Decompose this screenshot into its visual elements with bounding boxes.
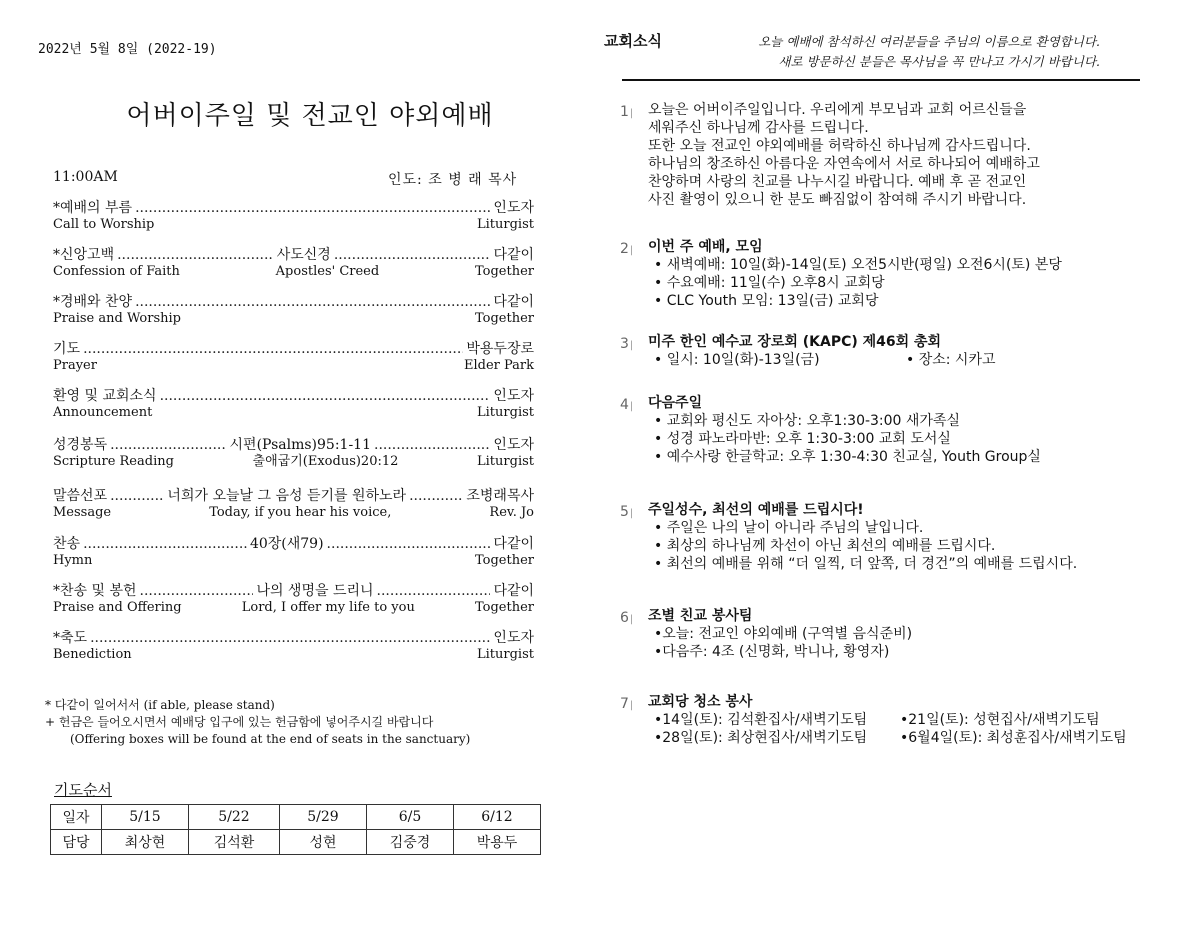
news-item [620,101,1160,209]
table-cell: 6/5 [367,805,454,830]
order-who-en: Elder Park [463,358,534,373]
order-who-ko: 다같이 [493,294,534,310]
order-item [53,582,534,616]
news-number: 1 | [620,103,633,123]
news-line: 찬양하며 사랑의 친교를 나누시길 바랍니다. 예배 후 곧 전교인 [648,174,1027,190]
order-title-ko: 환영 및 교회소식 [53,388,157,404]
order-item [53,387,534,421]
news-item [620,394,1160,466]
order-detail-ko: 사도신경 [276,247,331,263]
order-title-en: Call to Worship [53,217,155,232]
order-who-en: Together [474,264,534,279]
order-item [53,436,534,470]
table-cell: 담당 [51,830,102,855]
news-line: 또한 오늘 전교인 야외예배를 허락하신 하나님께 감사드립니다. [648,138,1031,154]
news-bullet: •14일(토): 김석환집사/새벽기도팀 [654,712,868,728]
leader-dots [135,199,490,217]
order-detail-en: Lord, I offer my life to you [241,600,415,615]
order-item [53,487,534,521]
news-bullet: •6월4일(토): 최성훈집사/새벽기도팀 [900,730,1127,746]
leader-dots [110,487,164,505]
order-title-en: Hymn [53,553,93,568]
order-item [53,535,534,569]
news-bullet: •다음주: 4조 (신명화, 박니나, 황영자) [654,644,890,660]
order-who-ko: 인도자 [493,388,534,404]
order-title-en: Prayer [53,358,97,373]
news-number: 4 | [620,396,633,416]
table-cell: 일자 [51,805,102,830]
order-item [53,199,534,233]
news-line: 세워주신 하나님께 감사를 드립니다. [648,120,869,136]
order-title-en: Confession of Faith [53,264,180,279]
table-cell: 5/15 [102,805,189,830]
order-title-en: Announcement [53,405,153,420]
news-bullet: • 주일은 나의 날이 아니라 주님의 날입니다. [654,520,924,536]
prayer-order-table [50,804,541,855]
offering-note-en: (Offering boxes will be found at the end of seats in the sanctuary) [70,732,471,746]
news-number: 5 | [620,503,633,523]
order-title-en: Benediction [53,647,132,662]
news-bullet: • CLC Youth 모임: 13일(금) 교회당 [654,293,879,309]
welcome-line-2: 새로 방문하신 분들은 목사님을 꼭 만나고 가시기 바랍니다. [778,54,1100,69]
leader-dots [374,436,490,454]
leader-dots [110,436,226,454]
order-who-ko: 다같이 [493,247,535,263]
order-who-ko: 인도자 [493,630,534,646]
news-line: 사진 촬영이 있으니 한 분도 빠짐없이 참여해 주시기 바랍니다. [648,192,1027,208]
order-who-ko: 조병래목사 [466,488,534,504]
order-title-ko: *축도 [53,630,88,646]
news-item-heading: 이번 주 예배, 모임 [648,239,763,255]
order-title-ko: 찬송 [53,536,81,552]
order-item [53,340,534,374]
news-number: 6 | [620,609,633,629]
table-cell: 5/29 [280,805,367,830]
order-item [53,246,534,280]
leader-dots [83,535,247,553]
news-item-heading: 주일성수, 최선의 예배를 드립시다! [648,502,864,518]
news-bullet: •오늘: 전교인 야외예배 (구역별 음식준비) [654,626,913,642]
notes [45,697,470,748]
welcome-line-1: 오늘 예배에 참석하신 여러분들을 주님의 이름으로 환영합니다. [758,34,1100,49]
order-title-ko: 성경봉독 [53,437,108,453]
news-bullet: • 교회와 평신도 자아상: 오후1:30-3:00 새가족실 [654,413,961,429]
order-who-en: Liturgist [477,217,534,232]
news-item-heading: 다음주일 [648,395,703,411]
service-title: 어버이주일 및 전교인 야외예배 [126,101,494,131]
table-cell: 김석환 [189,830,280,855]
news-item [620,333,1160,369]
order-item [53,293,534,327]
order-detail-ko: 40장(새79) [249,536,324,552]
order-who-en: Liturgist [477,454,534,469]
news-item [620,501,1160,573]
order-who-ko: 인도자 [493,200,534,216]
order-who-en: Rev. Jo [489,505,534,520]
news-bullet: •28일(토): 최상현집사/새벽기도팀 [654,730,868,746]
order-item [53,629,534,663]
news-item-heading: 미주 한인 예수교 장로회 (KAPC) 제46회 총회 [648,334,942,350]
order-who-en: Together [474,600,534,615]
leader-dots [377,582,491,600]
order-who-ko: 다같이 [493,583,535,599]
news-bullet: • 수요예배: 11일(수) 오후8시 교회당 [654,275,885,291]
order-title-en: Praise and Worship [53,311,181,326]
news-line: 하나님의 창조하신 아름다운 자연속에서 서로 하나되어 예배하고 [648,156,1040,172]
order-detail-en: Apostles' Creed [275,264,380,279]
news-item-heading: 교회당 청소 봉사 [648,694,753,710]
order-title-en: Scripture Reading [53,454,174,469]
order-who-en: Liturgist [477,647,534,662]
order-title-ko: *경배와 찬양 [53,294,133,310]
order-detail-en: Today, if you hear his voice, [209,505,392,520]
leader-dots [117,246,274,264]
leader-dots [327,535,491,553]
news-bullet: • 일시: 10일(화)-13일(금) [654,352,820,368]
table-row [51,830,541,855]
order-title-en: Message [53,505,112,520]
leader-dots [140,582,254,600]
news-item [620,238,1160,310]
order-title-ko: *예배의 부름 [53,200,133,216]
order-detail-en: 출애굽기(Exodus)20:12 [252,454,399,469]
order-detail-ko: 나의 생명을 드리니 [256,583,374,599]
order-detail-ko: 너희가 오늘날 그 음성 듣기를 원하노라 [167,488,407,504]
news-number: 7 | [620,695,633,715]
table-cell: 박용두 [454,830,541,855]
table-cell: 성현 [280,830,367,855]
news-bullet: •21일(토): 성현집사/새벽기도팀 [900,712,1100,728]
news-line: 오늘은 어버이주일입니다. 우리에게 부모님과 교회 어르신들을 [648,102,1027,118]
order-detail-ko: 시편(Psalms)95:1-11 [229,437,371,453]
leader-dots [409,487,463,505]
order-title-ko: *신앙고백 [53,247,115,263]
leader-dots [160,387,491,405]
news-item [620,693,1160,747]
table-cell: 5/22 [189,805,280,830]
news-number: 2 | [620,240,633,260]
news-bullet: • 예수사랑 한글학교: 오후 1:30-4:30 친교실, Youth Group실 [654,449,1041,465]
leader-dots [90,629,490,647]
news-item-heading: 조별 친교 봉사팀 [648,608,753,624]
leader-dots [334,246,491,264]
bulletin-date: 2022년 5월 8일 (2022-19) [38,42,217,57]
stand-note: * 다같이 일어서서 (if able, please stand) [45,698,275,712]
table-cell: 김중경 [367,830,454,855]
order-title-ko: *찬송 및 봉헌 [53,583,137,599]
welcome-message [700,32,1100,72]
order-who-ko: 다같이 [493,536,534,552]
order-who-en: Together [474,311,534,326]
leader-dots [83,340,463,358]
news-number: 3 | [620,335,633,355]
service-time: 11:00AM [53,169,118,185]
news-bullet: • 새벽예배: 10일(화)-14일(토) 오전5시반(평일) 오전6시(토) 본당 [654,257,1062,273]
table-cell: 최상현 [102,830,189,855]
news-bullet: • 최선의 예배를 위해 “더 일찍, 더 앞쪽, 더 경건”의 예배를 드립시다. [654,556,1078,572]
table-cell: 6/12 [454,805,541,830]
news-heading: 교회소식 [604,32,662,50]
prayer-order-title: 기도순서 [54,781,112,799]
offering-note: + 헌금은 들어오시면서 예배당 입구에 있는 헌금함에 넣어주시길 바랍니다 [45,715,434,729]
order-title-ko: 말씀선포 [53,488,108,504]
table-row [51,805,541,830]
service-leader: 인도: 조 병 래 목사 [388,172,518,188]
order-title-en: Praise and Offering [53,600,182,615]
news-bullet: • 장소: 시카고 [906,352,996,368]
news-item [620,607,1160,661]
leader-dots [135,293,490,311]
order-who-ko: 박용두장로 [466,341,534,357]
order-who-en: Together [474,553,534,568]
order-title-ko: 기도 [53,341,81,357]
order-who-en: Liturgist [477,405,534,420]
order-who-ko: 인도자 [493,437,534,453]
news-bullet: • 성경 파노라마반: 오후 1:30-3:00 교회 도서실 [654,431,951,447]
news-bullet: • 최상의 하나님께 차선이 아닌 최선의 예배를 드립시다. [654,538,996,554]
divider [622,79,1140,81]
